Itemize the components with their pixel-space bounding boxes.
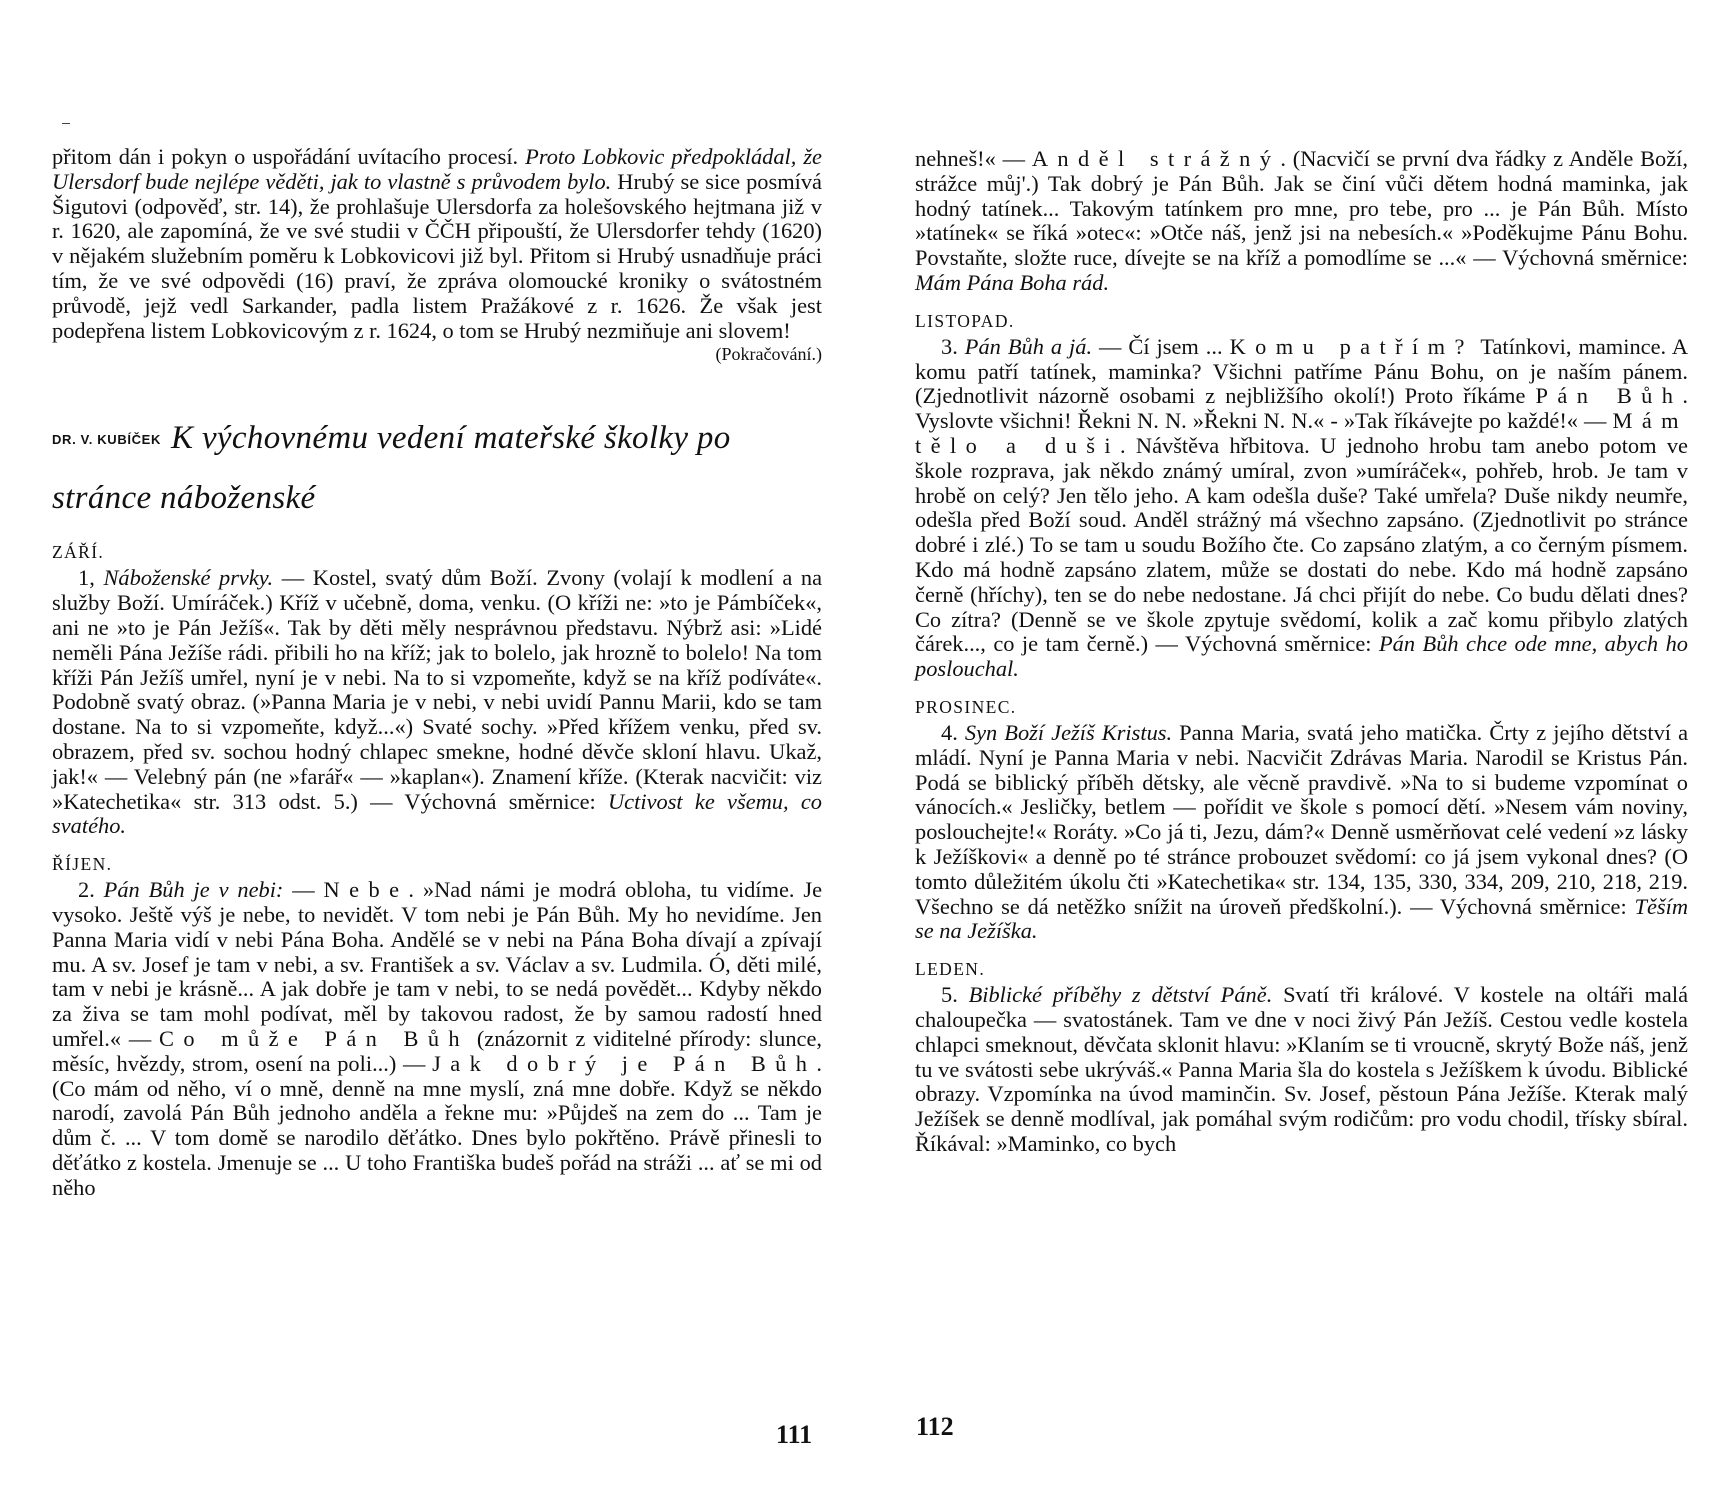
left-page	[0, 0, 860, 1500]
page-mark	[62, 123, 70, 124]
section-paragraph-prosinec: 4. Syn Boží Ježíš Kristus. Panna Maria, svatá jeho matička. Črty z jejího dětství a mládí. Nyní je Panna Maria v nebi. Nacvičit Zdrávas Maria. Narodil se Kristus Pán. Podá se biblický příběh dětsky, ale věcně pravdivě. »Na to si budeme vzpomínat o vánocích.« Jesličky, betlem — pořídit ve škole s pomocí dětí. »Nesem vám noviny, poslouchejte!« Roráty. »Co já ti, Jezu, dám?« Denně usměrňovat celé vedení »z lásky k Ježíškovi« a denně po té stránce probouzet svědomí: co já jsem vykonal dnes? (O tomto důležitém úkolu čti »Katechetika« str. 134, 135, 330, 334, 209, 210, 218, 219. Všechno se dá netěžko snížit na úroveň předškolní.). — Výchovná směrnice: Těším se na Ježíška.	[915, 719, 1689, 944]
right-page	[860, 0, 1724, 1500]
section-paragraph-listopad: 3. Pán Bůh a já. — Čí jsem ... Komu patřím? Tatínkovi, mamince. A komu patří tatínek, maminka? Všichni patříme Pánu Bohu, on je naším pánem. (Zjednotlivit názorně osobami z nejbližšího okolí!) Proto říkáme Pán Bůh. Vyslovte všichni! Řekni N. N. »Řekni N. N.« - »Tak říkávejte po každé!« — Mám tělo a duši. Návštěva hřbitova. U jednoho hrobu tam anebo potom ve škole rozprava, jak někdo známý umíral, zvon »umíráček«, pohřeb, hrob. Je tam v hrobě on celý? Jen tělo jeho. A kam odešla duše? Také umřela? Duše nikdy neumře, odešla před Boží soud. Anděl strážný má všechno zapsáno. (Zjednotlivit po stránce dobré i zlé.) To se tam u soudu Božího čte. Co zapsáno zlatým, a co černým písmem. Kdo má hodně zapsáno zlatem, může se dostati do nebe. Kdo má hodně zapsáno černě (hříchy), ten se do nebe nedostane. Já chci přijít do nebe. Co budu dělati dnes? Co zítra? (Denně se ve škole zpytuje svědomí, kolik a zač komu přibylo zlatých čárek..., co je tam černě.) — Výchovná směrnice: Pán Bůh chce ode mne, abych ho poslouchal.	[915, 333, 1689, 682]
article-author: DR. V. KUBÍČEK	[52, 432, 162, 448]
month-heading-zari: ZÁŘÍ.	[52, 542, 105, 563]
article-heading	[52, 409, 822, 527]
page-number: 111	[776, 1420, 813, 1449]
continued-paragraph: nehneš!« — Anděl strážný. (Nacvičí se první dva řádky z Anděle Boží, strážce můj'.) Tak dobrý je Pán Bůh. Jak se činí vůči dětem hodná maminka, jak hodný tatínek... Takovým tatínkem pro mne, pro tebe, pro ... je Pán Bůh. Místo »tatínek« se říká »otec«: »Otče náš, jenž jsi na nebesích.« »Poděkujme Pánu Bohu. Povstaňte, složte ruce, dívejte se na kříž a pomodlíme se ...« — Výchovná směrnice: Mám Pána Boha rád.	[915, 146, 1688, 295]
article-title: K výchovnému vedení mateřské školky po stránce náboženské	[52, 420, 731, 517]
page-number: 112	[916, 1412, 954, 1441]
section-paragraph-leden: 5. Biblické příběhy z dětství Páně. Svatí tři králové. V kostele na oltáři malá chaloupečka — svatostánek. Tam ve dne v noci živý Pán Ježíš. Cestou vedle kostela chlapci smeknout, děvčata sklonit hlavu: »Klaním se ti vroucně, skrytý Bože náš, jenž tu ve svátosti sebe ukrýváš.« Panna Maria šla do kostela s Ježíškem k úvodu. Biblické obrazy. Vzpomínka na úvod maminčin. Sv. Josef, pěstoun Pána Ježíše. Kterak malý Ježíšek se denně modlíval, jak pomáhal svým rodičům: pro vodu chodil, třísky sbíral. Říkával: »Maminko, co bych	[915, 982, 1689, 1156]
continued-paragraph: přitom dán i pokyn o uspořádání uvítacího procesí. Proto Lobkovic předpokládal, že Ulersdorf bude nejlépe věděti, jak to vlastně s průvodem bylo. Hrubý se sice posmívá Šigutovi (odpověď, str. 14), že prohlašuje Ulersdorfa za holešovského hejtmana již v r. 1620, ale zapomíná, že ve své studii v ČČH připouští, že Ulersdorfer tehdy (1620) v nějakém služebním poměru k Lobkovicovi již byl. Přitom si Hrubý usnadňuje práci tím, že ve své odpovědi (16) praví, že zpráva olomoucké kroniky o svátostném průvodě, jejž vedl Sarkander, padla listem Pražákové z r. 1626. Že však jest podepřena listem Lobkovicovým z r. 1624, o tom se Hrubý nezmiňuje ani slovem!	[52, 144, 822, 343]
section-paragraph-rijen: 2. Pán Bůh je v nebi: — Nebe. »Nad námi je modrá obloha, tu vidíme. Je vysoko. Ještě výš je nebe, to nevidět. V tom nebi je Pán Bůh. My ho nevidíme. Jen Panna Maria vidí v nebi Pána Boha. Andělé se v nebi na Pána Boha dívají a zpívají mu. A sv. Josef je tam v nebi, a sv. František a sv. Václav a sv. Ludmila. Ó, děti milé, tam v nebi je krásně... A jak dobře je tam v nebi, to se nedá povědět... Kdyby někdo za živa se tam mohl podívat, měl by takovou radost, že by samou radostí hned umřel.« — Co může Pán Bůh (znázornit z viditelné přírody: slunce, měsíc, hvězdy, strom, osení na poli...) — Jak dobrý je Pán Bůh. (Co mám od něho, ví o mně, denně na mne myslí, zná mne dobře. Když se někdo narodí, zavolá Pán Bůh jednoho anděla a řekne mu: »Půjdeš na zem do ... Tam je dům č. ... V tom domě se narodilo děťátko. Dnes bylo pokřtěno. Právě přinesli to děťátko z kostela. Jmenuje se ... U toho Františka budeš pořád na stráži ... ať se mi od něho	[52, 877, 823, 1200]
month-heading-listopad: LISTOPAD.	[915, 310, 1015, 331]
section-paragraph-zari: 1, Náboženské prvky. — Kostel, svatý dům Boží. Zvony (volají k modlení a na služby Boží. Umíráček.) Kříž v učebně, doma, venku. (O kříži ne: »to je Pámbíček«, ani ne »to je Pán Ježíš«. Tak by děti měly nesprávnou představu. Nýbrž asi: »Lidé neměli Pána Ježíše rádi. přibili ho na kříž; jak to bolelo, jak hrozně to bolelo! Na tom kříži Pán Ježíš umřel, nyní je v nebi. Na to si vzpomeňte, když se na kříž podíváte«. Podobně svatý obraz. (»Panna Maria je v nebi, v nebi uvidí Pannu Marii, kdo se tam dostane. Na to si vzpomeňte, když...«) Svaté sochy. »Před křížem venku, před sv. obrazem, před sv. sochou hodný chlapec smekne, hodné děvče skloní hlavu. Ukaž, jak!« — Velebný pán (ne »farář« — »kaplan«). Znamení kříže. (Kterak nacvičit: viz »Katechetika« str. 313 odst. 5.) — Výchovná směrnice: Uctivost ke všemu, co svatého.	[52, 565, 823, 839]
month-heading-prosinec: PROSINEC.	[915, 696, 1017, 717]
left-column	[52, 145, 822, 1201]
month-heading-rijen: ŘÍJEN.	[52, 854, 113, 875]
continuation-note: (Pokračování.)	[715, 344, 822, 365]
month-heading-leden: LEDEN.	[915, 959, 986, 980]
right-column	[915, 147, 1688, 1157]
